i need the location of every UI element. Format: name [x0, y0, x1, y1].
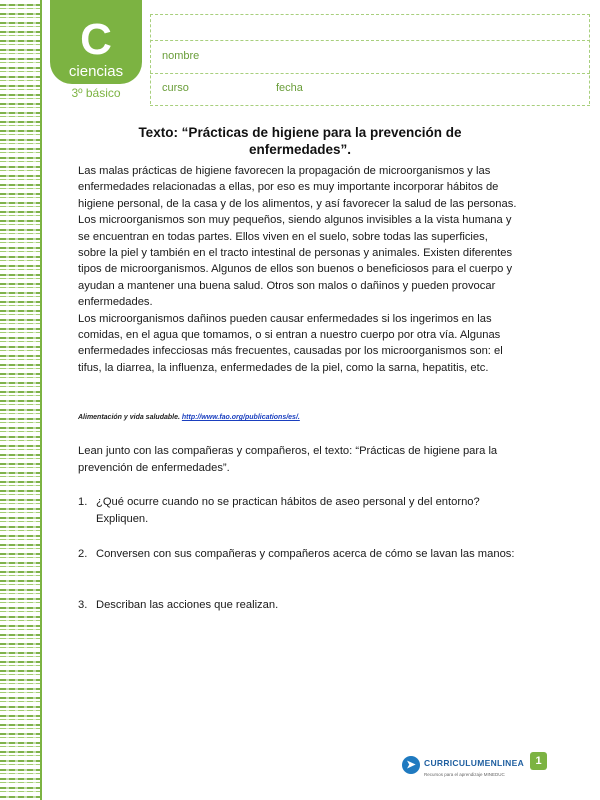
grade-label: 3º básico [71, 86, 121, 100]
course-field-label[interactable]: curso [162, 82, 189, 94]
question-number: 3. [78, 599, 88, 611]
play-arrow-icon: ➤ [402, 756, 420, 774]
logo-text: CURRICULUMENLINEA [424, 758, 525, 768]
subject-letter: C [80, 15, 112, 64]
logo-wordmark [424, 753, 524, 777]
notebook-margin [0, 0, 42, 800]
source-citation [78, 414, 518, 421]
question-item [78, 494, 538, 528]
paragraph: Los microorganismos dañinos pueden causar enfermedades si los ingerimos en las comidas, en el agua que tomamos, o si entran a nuestro cuerpo por otra vía. Algunas enfermedades infecciosas más frecuentes, causadas por los microorganismos son: el tifus, la diarrea, la influenza, enfermedades de la piel, como la sarna, hepatitis, etc. [78, 312, 503, 374]
subject-badge [50, 0, 142, 84]
header-frame-top [150, 14, 590, 15]
question-text: ¿Qué ocurre cuando no se practican hábitos de aseo personal y del entorno? Expliquen. [96, 496, 480, 525]
document-title: Texto: “Prácticas de higiene para la prevención de enfermedades”. [138, 125, 462, 157]
question-text: Describan las acciones que realizan. [96, 599, 279, 611]
curriculum-logo[interactable] [402, 753, 524, 777]
question-text: Conversen con sus compañeras y compañeros acerca de cómo se lavan las manos: [96, 548, 515, 560]
instruction-text: Lean junto con las compañeras y compañeros, el texto: “Prácticas de higiene para la prevención de enfermedades”. [78, 445, 498, 474]
question-number: 1. [78, 496, 88, 508]
source-label: Alimentación y vida saludable. [78, 414, 180, 421]
page-number: 1 [530, 752, 547, 770]
source-link[interactable]: http://www.fao.org/publications/es/. [181, 414, 300, 421]
paragraph: Las malas prácticas de higiene favorecen la propagación de microorganismos y las enfermedades relacionadas a ellas, por eso es muy importante incorporar hábitos de higiene personal, de la casa y de los alimentos, y así favorecer la salud de las personas. Los microorganismos son muy pequeños, siendo algunos invisibles a la vista humana y se encuentran en todas partes. Ellos viven en el suelo, sobre todas las superficies, sobre la piel y también en el tracto intestinal de personas y animales. Existen diferentes tipos de microorganismos. Algunos de ellos son buenos o beneficiosos para el cuerpo y ayudan a mantener una buena salud. Otros son malos o dañinos y pueden provocar enfermedades. [78, 165, 517, 309]
question-item [78, 546, 538, 563]
name-field-label[interactable]: nombre [162, 50, 200, 62]
date-field-label[interactable]: fecha [276, 82, 303, 94]
reading-text [78, 163, 518, 376]
logo-subtext: Recursos para el aprendizaje MINEDUC [424, 772, 505, 777]
header-fields-frame [150, 40, 590, 106]
subject-name: ciencias [68, 63, 124, 80]
question-number: 2. [78, 548, 88, 560]
question-item [78, 597, 538, 614]
